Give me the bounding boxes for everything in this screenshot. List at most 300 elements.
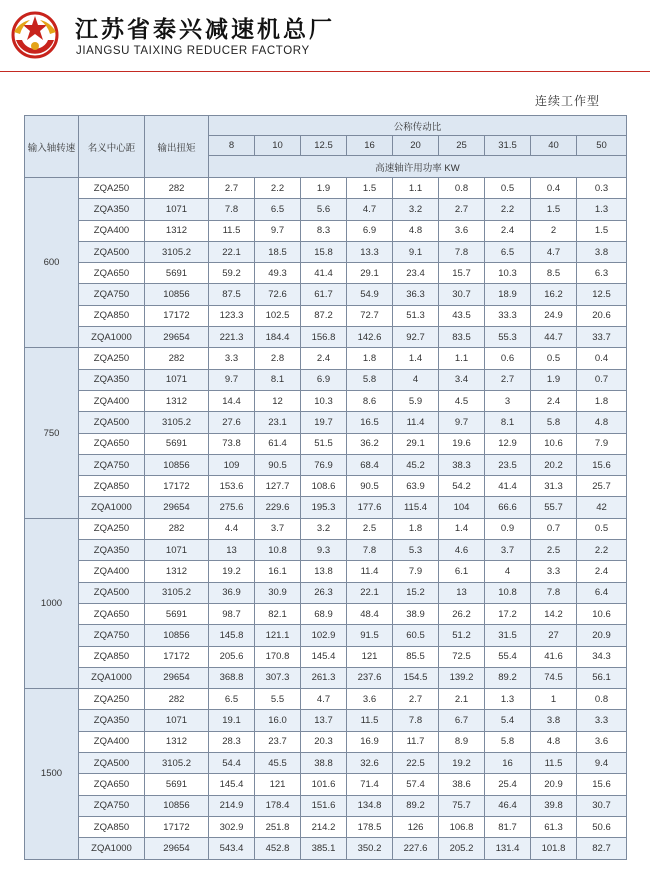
model-cell: ZQA650 <box>79 433 145 454</box>
model-cell: ZQA750 <box>79 454 145 475</box>
table-row <box>25 731 627 752</box>
table-row <box>25 241 627 262</box>
power-value-cell: 42 <box>577 497 627 518</box>
power-value-cell: 4.5 <box>439 390 485 411</box>
power-value-cell: 101.6 <box>301 774 347 795</box>
power-value-cell: 10.6 <box>531 433 577 454</box>
power-value-cell: 1 <box>531 689 577 710</box>
power-value-cell: 3.6 <box>439 220 485 241</box>
model-cell: ZQA250 <box>79 348 145 369</box>
power-value-cell: 131.4 <box>485 838 531 859</box>
power-value-cell: 0.5 <box>485 178 531 199</box>
header-center-distance: 名义中心距 <box>79 116 145 178</box>
power-rating-table <box>24 115 627 860</box>
power-value-cell: 4.4 <box>209 518 255 539</box>
power-value-cell: 29.1 <box>393 433 439 454</box>
table-row <box>25 497 627 518</box>
power-value-cell: 205.6 <box>209 646 255 667</box>
model-cell: ZQA1000 <box>79 838 145 859</box>
torque-cell: 29654 <box>145 327 209 348</box>
torque-cell: 17172 <box>145 646 209 667</box>
power-value-cell: 7.9 <box>393 561 439 582</box>
power-value-cell: 5.8 <box>485 731 531 752</box>
power-value-cell: 71.4 <box>347 774 393 795</box>
power-value-cell: 41.6 <box>531 646 577 667</box>
power-value-cell: 23.7 <box>255 731 301 752</box>
power-value-cell: 178.4 <box>255 795 301 816</box>
power-value-cell: 90.5 <box>347 476 393 497</box>
torque-cell: 1071 <box>145 710 209 731</box>
torque-cell: 282 <box>145 178 209 199</box>
power-value-cell: 7.8 <box>347 540 393 561</box>
power-value-cell: 12.9 <box>485 433 531 454</box>
header-input-speed: 输入轴转速 <box>25 116 79 178</box>
model-cell: ZQA750 <box>79 284 145 305</box>
power-value-cell: 32.6 <box>347 753 393 774</box>
power-value-cell: 145.4 <box>301 646 347 667</box>
power-value-cell: 38.3 <box>439 454 485 475</box>
input-speed-cell: 1500 <box>25 689 79 859</box>
power-value-cell: 10.8 <box>255 540 301 561</box>
table-row <box>25 305 627 326</box>
power-value-cell: 15.6 <box>577 774 627 795</box>
power-value-cell: 23.4 <box>393 263 439 284</box>
table-row <box>25 753 627 774</box>
power-value-cell: 63.9 <box>393 476 439 497</box>
model-cell: ZQA500 <box>79 753 145 774</box>
table-row <box>25 603 627 624</box>
torque-cell: 10856 <box>145 454 209 475</box>
power-value-cell: 8.3 <box>301 220 347 241</box>
model-cell: ZQA750 <box>79 625 145 646</box>
power-value-cell: 30.7 <box>577 795 627 816</box>
power-value-cell: 2.7 <box>439 199 485 220</box>
power-value-cell: 26.2 <box>439 603 485 624</box>
power-value-cell: 24.9 <box>531 305 577 326</box>
power-value-cell: 8.5 <box>531 263 577 284</box>
table-row <box>25 518 627 539</box>
power-value-cell: 229.6 <box>255 497 301 518</box>
power-value-cell: 302.9 <box>209 816 255 837</box>
power-value-cell: 85.5 <box>393 646 439 667</box>
power-value-cell: 3.4 <box>439 369 485 390</box>
power-value-cell: 6.5 <box>485 241 531 262</box>
power-value-cell: 15.6 <box>577 454 627 475</box>
power-value-cell: 123.3 <box>209 305 255 326</box>
torque-cell: 1071 <box>145 199 209 220</box>
ratio-cell: 40 <box>531 136 577 156</box>
power-value-cell: 11.7 <box>393 731 439 752</box>
power-value-cell: 106.8 <box>439 816 485 837</box>
power-value-cell: 4.7 <box>301 689 347 710</box>
power-value-cell: 2.7 <box>209 178 255 199</box>
model-cell: ZQA1000 <box>79 667 145 688</box>
power-value-cell: 50.6 <box>577 816 627 837</box>
power-value-cell: 10.6 <box>577 603 627 624</box>
power-value-cell: 54.9 <box>347 284 393 305</box>
power-value-cell: 92.7 <box>393 327 439 348</box>
power-value-cell: 4 <box>393 369 439 390</box>
torque-cell: 5691 <box>145 774 209 795</box>
power-value-cell: 51.3 <box>393 305 439 326</box>
model-cell: ZQA250 <box>79 689 145 710</box>
power-value-cell: 6.4 <box>577 582 627 603</box>
power-value-cell: 350.2 <box>347 838 393 859</box>
table-row <box>25 348 627 369</box>
power-value-cell: 184.4 <box>255 327 301 348</box>
power-value-cell: 16 <box>485 753 531 774</box>
power-value-cell: 14.2 <box>531 603 577 624</box>
power-value-cell: 0.5 <box>531 348 577 369</box>
table-row <box>25 540 627 561</box>
power-value-cell: 55.4 <box>485 646 531 667</box>
power-value-cell: 1.5 <box>531 199 577 220</box>
ratio-cell: 8 <box>209 136 255 156</box>
table-row <box>25 390 627 411</box>
power-value-cell: 68.4 <box>347 454 393 475</box>
power-value-cell: 98.7 <box>209 603 255 624</box>
torque-cell: 282 <box>145 348 209 369</box>
power-value-cell: 9.3 <box>301 540 347 561</box>
power-value-cell: 75.7 <box>439 795 485 816</box>
power-value-cell: 368.8 <box>209 667 255 688</box>
power-value-cell: 4.8 <box>577 412 627 433</box>
power-value-cell: 20.2 <box>531 454 577 475</box>
table-row <box>25 412 627 433</box>
power-value-cell: 1.5 <box>577 220 627 241</box>
model-cell: ZQA650 <box>79 774 145 795</box>
power-value-cell: 3.2 <box>393 199 439 220</box>
table-body <box>25 178 627 860</box>
model-cell: ZQA350 <box>79 540 145 561</box>
ratio-cell: 31.5 <box>485 136 531 156</box>
table-row <box>25 625 627 646</box>
power-value-cell: 12.5 <box>577 284 627 305</box>
power-value-cell: 87.5 <box>209 284 255 305</box>
power-value-cell: 1.3 <box>577 199 627 220</box>
power-value-cell: 1.4 <box>393 348 439 369</box>
power-value-cell: 6.3 <box>577 263 627 284</box>
power-value-cell: 38.6 <box>439 774 485 795</box>
power-value-cell: 2.4 <box>485 220 531 241</box>
power-value-cell: 1.8 <box>347 348 393 369</box>
power-value-cell: 46.4 <box>485 795 531 816</box>
power-value-cell: 4.7 <box>531 241 577 262</box>
power-value-cell: 19.7 <box>301 412 347 433</box>
power-value-cell: 145.4 <box>209 774 255 795</box>
power-value-cell: 41.4 <box>485 476 531 497</box>
power-value-cell: 1.9 <box>301 178 347 199</box>
power-value-cell: 20.9 <box>531 774 577 795</box>
power-value-cell: 214.2 <box>301 816 347 837</box>
power-value-cell: 74.5 <box>531 667 577 688</box>
power-value-cell: 3.8 <box>531 710 577 731</box>
power-value-cell: 44.7 <box>531 327 577 348</box>
power-value-cell: 452.8 <box>255 838 301 859</box>
power-value-cell: 1.1 <box>393 178 439 199</box>
power-value-cell: 89.2 <box>393 795 439 816</box>
model-cell: ZQA650 <box>79 263 145 284</box>
power-value-cell: 11.5 <box>347 710 393 731</box>
header-output-torque: 输出扭矩 <box>145 116 209 178</box>
power-value-cell: 6.7 <box>439 710 485 731</box>
power-value-cell: 36.9 <box>209 582 255 603</box>
power-value-cell: 19.1 <box>209 710 255 731</box>
power-value-cell: 153.6 <box>209 476 255 497</box>
power-value-cell: 385.1 <box>301 838 347 859</box>
company-name-cn: 江苏省泰兴减速机总厂 <box>75 17 335 43</box>
power-value-cell: 6.5 <box>255 199 301 220</box>
power-value-cell: 13.3 <box>347 241 393 262</box>
power-value-cell: 101.8 <box>531 838 577 859</box>
power-value-cell: 41.4 <box>301 263 347 284</box>
ratio-cell: 20 <box>393 136 439 156</box>
power-value-cell: 151.6 <box>301 795 347 816</box>
power-value-cell: 2.2 <box>577 540 627 561</box>
power-value-cell: 29.1 <box>347 263 393 284</box>
power-value-cell: 2.2 <box>255 178 301 199</box>
power-value-cell: 7.8 <box>531 582 577 603</box>
ratio-cell: 10 <box>255 136 301 156</box>
power-value-cell: 0.3 <box>577 178 627 199</box>
power-value-cell: 102.5 <box>255 305 301 326</box>
table-row <box>25 433 627 454</box>
power-value-cell: 11.4 <box>347 561 393 582</box>
power-value-cell: 4.7 <box>347 199 393 220</box>
power-value-cell: 7.8 <box>209 199 255 220</box>
power-value-cell: 9.7 <box>209 369 255 390</box>
power-value-cell: 49.3 <box>255 263 301 284</box>
power-value-cell: 0.6 <box>485 348 531 369</box>
power-value-cell: 54.4 <box>209 753 255 774</box>
torque-cell: 10856 <box>145 795 209 816</box>
power-value-cell: 91.5 <box>347 625 393 646</box>
power-value-cell: 5.8 <box>531 412 577 433</box>
power-value-cell: 82.1 <box>255 603 301 624</box>
table-row <box>25 284 627 305</box>
table-row <box>25 838 627 859</box>
table-row <box>25 816 627 837</box>
power-value-cell: 0.7 <box>531 518 577 539</box>
power-value-cell: 1.9 <box>531 369 577 390</box>
torque-cell: 10856 <box>145 625 209 646</box>
torque-cell: 17172 <box>145 476 209 497</box>
input-speed-cell: 750 <box>25 348 79 518</box>
power-value-cell: 3.7 <box>255 518 301 539</box>
power-value-cell: 3.3 <box>209 348 255 369</box>
power-value-cell: 8.6 <box>347 390 393 411</box>
power-value-cell: 30.9 <box>255 582 301 603</box>
torque-cell: 17172 <box>145 816 209 837</box>
power-value-cell: 126 <box>393 816 439 837</box>
table-row <box>25 561 627 582</box>
model-cell: ZQA400 <box>79 390 145 411</box>
table-row <box>25 220 627 241</box>
power-value-cell: 16.1 <box>255 561 301 582</box>
power-value-cell: 76.9 <box>301 454 347 475</box>
power-value-cell: 9.4 <box>577 753 627 774</box>
power-value-cell: 15.8 <box>301 241 347 262</box>
power-value-cell: 13.7 <box>301 710 347 731</box>
power-value-cell: 31.3 <box>531 476 577 497</box>
power-value-cell: 195.3 <box>301 497 347 518</box>
power-value-cell: 2.7 <box>485 369 531 390</box>
power-value-cell: 54.2 <box>439 476 485 497</box>
power-value-cell: 36.2 <box>347 433 393 454</box>
power-value-cell: 2.4 <box>531 390 577 411</box>
power-value-cell: 8.1 <box>485 412 531 433</box>
power-value-cell: 4.8 <box>393 220 439 241</box>
power-value-cell: 3.3 <box>531 561 577 582</box>
power-value-cell: 5.5 <box>255 689 301 710</box>
power-value-cell: 13.8 <box>301 561 347 582</box>
model-cell: ZQA750 <box>79 795 145 816</box>
power-value-cell: 82.7 <box>577 838 627 859</box>
torque-cell: 5691 <box>145 433 209 454</box>
torque-cell: 3105.2 <box>145 412 209 433</box>
power-value-cell: 237.6 <box>347 667 393 688</box>
power-value-cell: 145.8 <box>209 625 255 646</box>
model-cell: ZQA850 <box>79 646 145 667</box>
torque-cell: 5691 <box>145 263 209 284</box>
power-value-cell: 36.3 <box>393 284 439 305</box>
power-value-cell: 51.5 <box>301 433 347 454</box>
model-cell: ZQA500 <box>79 412 145 433</box>
model-cell: ZQA350 <box>79 710 145 731</box>
power-value-cell: 177.6 <box>347 497 393 518</box>
table-row <box>25 646 627 667</box>
factory-logo-icon <box>10 10 60 60</box>
power-value-cell: 1.8 <box>577 390 627 411</box>
power-value-cell: 18.9 <box>485 284 531 305</box>
power-value-cell: 261.3 <box>301 667 347 688</box>
page-header <box>0 0 650 76</box>
model-cell: ZQA500 <box>79 582 145 603</box>
power-value-cell: 115.4 <box>393 497 439 518</box>
power-value-cell: 275.6 <box>209 497 255 518</box>
torque-cell: 29654 <box>145 667 209 688</box>
torque-cell: 1312 <box>145 220 209 241</box>
model-cell: ZQA1000 <box>79 327 145 348</box>
power-value-cell: 56.1 <box>577 667 627 688</box>
torque-cell: 3105.2 <box>145 582 209 603</box>
table-row <box>25 774 627 795</box>
model-cell: ZQA400 <box>79 220 145 241</box>
power-value-cell: 87.2 <box>301 305 347 326</box>
power-value-cell: 39.8 <box>531 795 577 816</box>
torque-cell: 1071 <box>145 540 209 561</box>
power-value-cell: 3.3 <box>577 710 627 731</box>
power-value-cell: 20.6 <box>577 305 627 326</box>
torque-cell: 10856 <box>145 284 209 305</box>
power-value-cell: 1.5 <box>347 178 393 199</box>
power-value-cell: 121 <box>347 646 393 667</box>
torque-cell: 29654 <box>145 497 209 518</box>
power-value-cell: 45.5 <box>255 753 301 774</box>
power-value-cell: 4.8 <box>531 731 577 752</box>
power-value-cell: 3.6 <box>577 731 627 752</box>
power-value-cell: 221.3 <box>209 327 255 348</box>
power-value-cell: 15.2 <box>393 582 439 603</box>
power-value-cell: 51.2 <box>439 625 485 646</box>
table-row <box>25 710 627 731</box>
power-value-cell: 6.9 <box>301 369 347 390</box>
power-value-cell: 121 <box>255 774 301 795</box>
power-value-cell: 178.5 <box>347 816 393 837</box>
power-value-cell: 170.8 <box>255 646 301 667</box>
torque-cell: 1312 <box>145 731 209 752</box>
power-value-cell: 18.5 <box>255 241 301 262</box>
table-caption: 连续工作型 <box>535 94 601 108</box>
company-name-en: JIANGSU TAIXING REDUCER FACTORY <box>76 45 310 57</box>
torque-cell: 282 <box>145 689 209 710</box>
power-value-cell: 102.9 <box>301 625 347 646</box>
power-value-cell: 2.5 <box>347 518 393 539</box>
power-value-cell: 55.7 <box>531 497 577 518</box>
torque-cell: 17172 <box>145 305 209 326</box>
power-value-cell: 60.5 <box>393 625 439 646</box>
power-value-cell: 3.7 <box>485 540 531 561</box>
table-row <box>25 369 627 390</box>
power-value-cell: 214.9 <box>209 795 255 816</box>
power-value-cell: 7.8 <box>393 710 439 731</box>
power-value-cell: 66.6 <box>485 497 531 518</box>
power-value-cell: 13 <box>209 540 255 561</box>
power-value-cell: 2.4 <box>301 348 347 369</box>
power-value-cell: 72.5 <box>439 646 485 667</box>
model-cell: ZQA650 <box>79 603 145 624</box>
power-value-cell: 73.8 <box>209 433 255 454</box>
table-row <box>25 667 627 688</box>
power-value-cell: 28.3 <box>209 731 255 752</box>
power-value-cell: 10.3 <box>485 263 531 284</box>
power-value-cell: 0.4 <box>577 348 627 369</box>
power-value-cell: 20.9 <box>577 625 627 646</box>
power-value-cell: 127.7 <box>255 476 301 497</box>
power-value-cell: 23.5 <box>485 454 531 475</box>
power-value-cell: 72.7 <box>347 305 393 326</box>
model-cell: ZQA350 <box>79 199 145 220</box>
header-power: 高速轴许用功率 KW <box>209 156 627 178</box>
torque-cell: 1312 <box>145 390 209 411</box>
power-value-cell: 27 <box>531 625 577 646</box>
power-value-cell: 543.4 <box>209 838 255 859</box>
power-value-cell: 55.3 <box>485 327 531 348</box>
power-value-cell: 1.3 <box>485 689 531 710</box>
power-value-cell: 22.5 <box>393 753 439 774</box>
power-value-cell: 108.6 <box>301 476 347 497</box>
power-value-cell: 17.2 <box>485 603 531 624</box>
power-value-cell: 9.1 <box>393 241 439 262</box>
power-value-cell: 154.5 <box>393 667 439 688</box>
header-divider <box>0 71 650 72</box>
power-value-cell: 307.3 <box>255 667 301 688</box>
power-value-cell: 11.5 <box>209 220 255 241</box>
power-value-cell: 2.4 <box>577 561 627 582</box>
power-value-cell: 4 <box>485 561 531 582</box>
power-value-cell: 68.9 <box>301 603 347 624</box>
power-value-cell: 6.1 <box>439 561 485 582</box>
power-value-cell: 0.5 <box>577 518 627 539</box>
power-value-cell: 2.7 <box>393 689 439 710</box>
power-value-cell: 19.2 <box>209 561 255 582</box>
model-cell: ZQA850 <box>79 305 145 326</box>
ratio-cell: 50 <box>577 136 627 156</box>
power-value-cell: 13 <box>439 582 485 603</box>
power-value-cell: 61.4 <box>255 433 301 454</box>
power-value-cell: 25.4 <box>485 774 531 795</box>
torque-cell: 3105.2 <box>145 241 209 262</box>
